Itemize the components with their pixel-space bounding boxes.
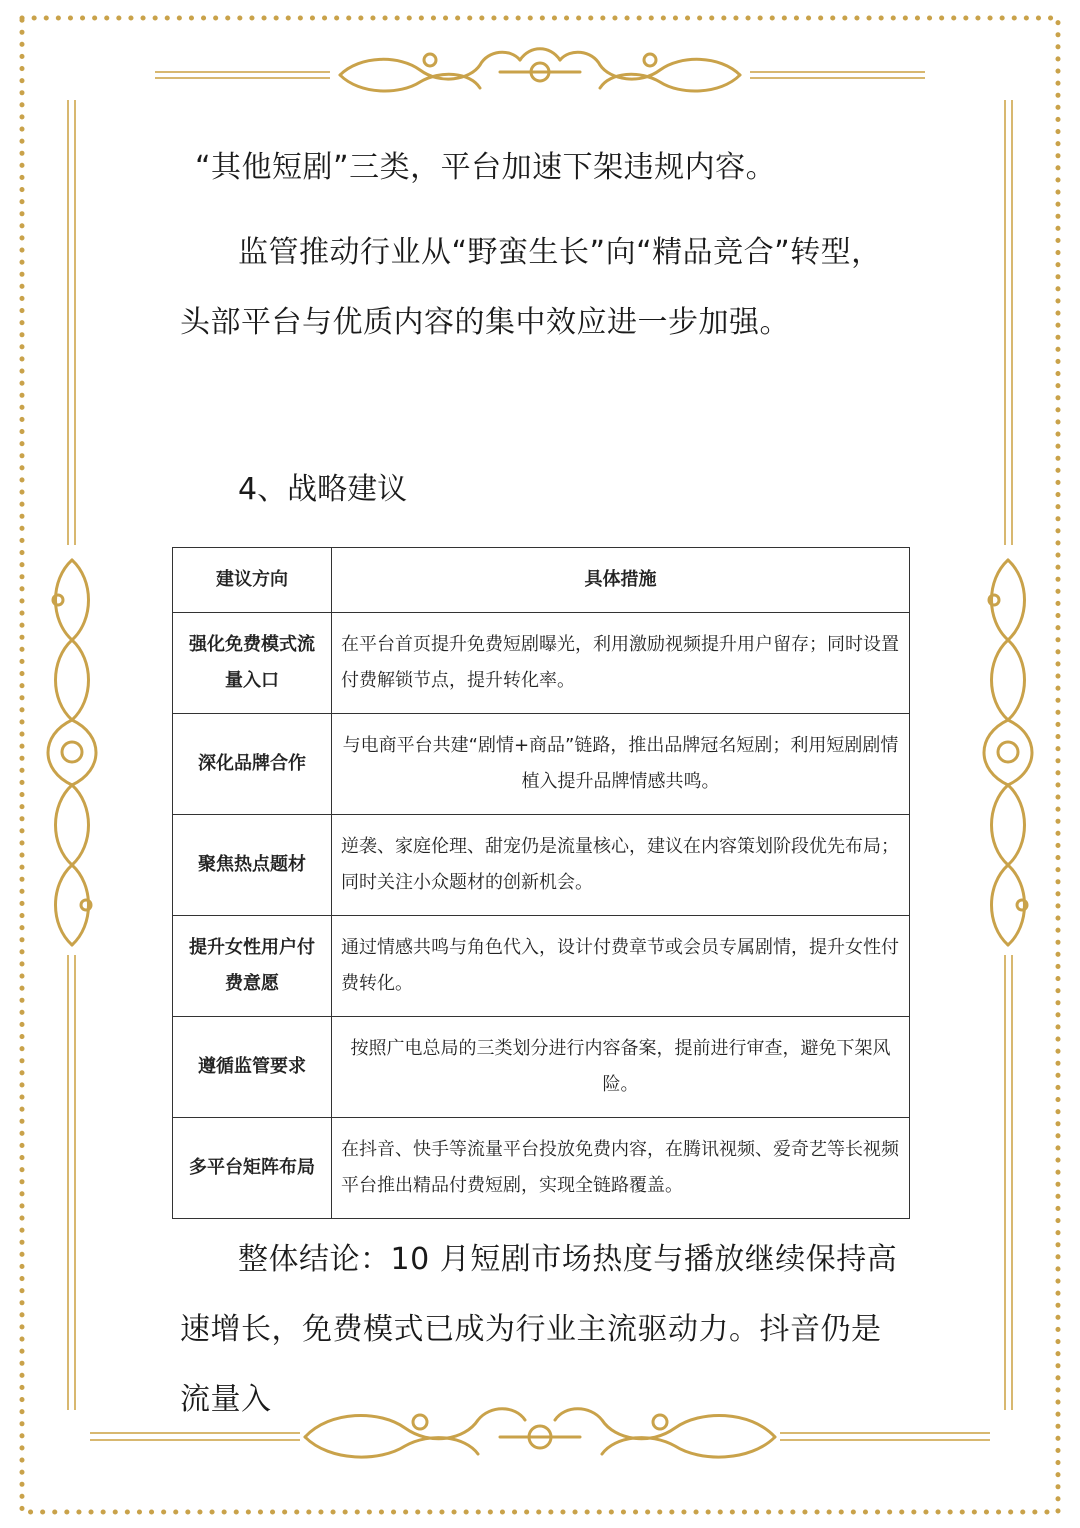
direction-cell: 深化品牌合作 bbox=[173, 714, 332, 815]
table-row bbox=[173, 1017, 910, 1118]
table-row bbox=[173, 815, 910, 916]
header-measure: 具体措施 bbox=[332, 548, 910, 613]
right-ornament bbox=[984, 560, 1032, 945]
direction-cell: 多平台矩阵布局 bbox=[173, 1118, 332, 1219]
direction-cell: 提升女性用户付费意愿 bbox=[173, 916, 332, 1017]
paragraph-continuation: “其他短剧”三类，平台加速下架违规内容。 bbox=[195, 150, 777, 185]
header-direction: 建议方向 bbox=[173, 548, 332, 613]
paragraph-regulation: 监管推动行业从“野蛮生长”向“精品竞合”转型，头部平台与优质内容的集中效应进一步加强。 bbox=[180, 235, 882, 340]
measure-cell: 逆袭、家庭伦理、甜宠仍是流量核心，建议在内容策划阶段优先布局；同时关注小众题材的创新机会。 bbox=[332, 815, 910, 916]
table-row bbox=[173, 1118, 910, 1219]
table-header-row bbox=[173, 548, 910, 613]
measure-cell: 在平台首页提升免费短剧曝光，利用激励视频提升用户留存；同时设置付费解锁节点，提升转化率。 bbox=[332, 613, 910, 714]
direction-cell: 强化免费模式流量入口 bbox=[173, 613, 332, 714]
strategy-table bbox=[172, 547, 910, 1219]
section-heading: 4、战略建议 bbox=[238, 472, 408, 507]
table-row bbox=[173, 916, 910, 1017]
paragraph-conclusion: 整体结论：10 月短剧市场热度与播放继续保持高速增长，免费模式已成为行业主流驱动力。抖音仍是流量入 bbox=[180, 1242, 898, 1417]
measure-cell: 与电商平台共建“剧情+商品”链路，推出品牌冠名短剧；利用短剧剧情植入提升品牌情感共鸣。 bbox=[332, 714, 910, 815]
direction-cell: 遵循监管要求 bbox=[173, 1017, 332, 1118]
measure-cell: 按照广电总局的三类划分进行内容备案，提前进行审查，避免下架风险。 bbox=[332, 1017, 910, 1118]
top-ornament bbox=[340, 49, 740, 91]
left-ornament bbox=[48, 560, 96, 945]
table-row bbox=[173, 613, 910, 714]
direction-cell: 聚焦热点题材 bbox=[173, 815, 332, 916]
table-row bbox=[173, 714, 910, 815]
measure-cell: 在抖音、快手等流量平台投放免费内容，在腾讯视频、爱奇艺等长视频平台推出精品付费短剧，实现全链路覆盖。 bbox=[332, 1118, 910, 1219]
measure-cell: 通过情感共鸣与角色代入，设计付费章节或会员专属剧情，提升女性付费转化。 bbox=[332, 916, 910, 1017]
